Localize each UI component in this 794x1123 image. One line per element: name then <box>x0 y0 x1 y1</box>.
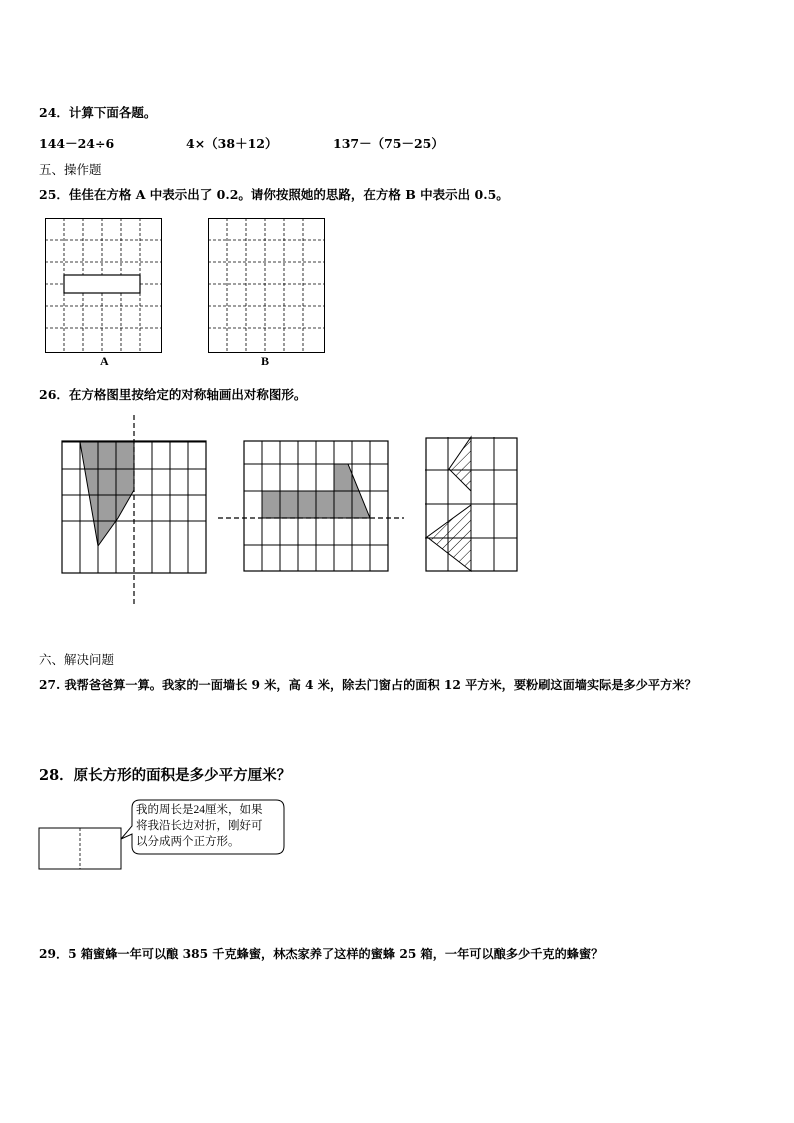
q24-expression-1: 144－24÷6 <box>39 136 115 151</box>
figure-3-upper-triangle <box>449 437 471 491</box>
q27-title: 27. 我帮爸爸算一算。我家的一面墙长 9 米，高 4 米，除去门窗占的面积 12 平方米，要粉刷这面墙实际是多少平方米？ <box>39 678 697 692</box>
q28-bubble-line-2: 将我沿长边对折，刚好可 <box>136 820 263 832</box>
q24-expression-3: 137－（75－25） <box>333 136 444 151</box>
figure-1-shaded-shape <box>80 442 134 546</box>
q28-bubble-line-1: 我的周长是24厘米，如果 <box>136 804 263 816</box>
q25-title: 25．佳佳在方格 A 中表示出了 0.2。请你按照她的思路，在方格 B 中表示出 0.5。 <box>39 187 509 202</box>
section-6-title: 六、解决问题 <box>39 652 115 667</box>
grid-b[interactable] <box>208 218 326 354</box>
grid-b-label: B <box>261 354 270 368</box>
q26-title: 26．在方格图里按给定的对称轴画出对称图形。 <box>39 387 307 402</box>
section-5-title: 五、操作题 <box>39 162 102 177</box>
grid-a <box>45 218 163 354</box>
q24-expression-2: 4×（38＋12） <box>186 136 278 151</box>
symmetry-figure-2[interactable] <box>218 437 404 577</box>
grid-a-label: A <box>100 354 109 368</box>
symmetry-figure-1[interactable] <box>60 415 210 605</box>
symmetry-figure-3[interactable] <box>425 437 519 573</box>
q29-title: 29．5 箱蜜蜂一年可以酿 385 千克蜂蜜，林杰家养了这样的蜜蜂 25 箱，一年可以酿多少千克的蜂蜜？ <box>39 947 604 961</box>
q28-rectangle <box>38 827 124 871</box>
grid-a-shaded-bar <box>64 275 140 293</box>
q28-title: 28．原长方形的面积是多少平方厘米？ <box>39 767 292 784</box>
q28-bubble-line-3: 以分成两个正方形。 <box>136 836 240 848</box>
q24-title: 24．计算下面各题。 <box>39 105 157 120</box>
